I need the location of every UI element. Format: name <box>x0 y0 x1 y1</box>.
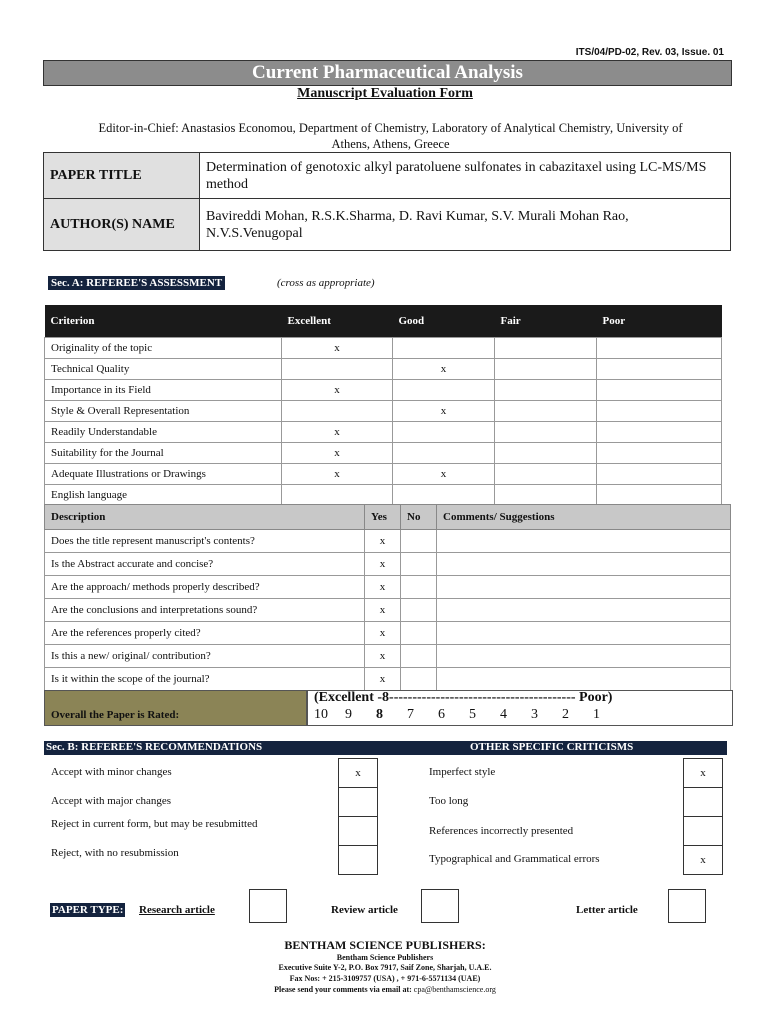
rating-cell-fair[interactable] <box>495 380 597 401</box>
paper-info-table <box>43 152 731 251</box>
header-criterion: Criterion <box>45 305 282 338</box>
paper-title-row <box>44 153 731 199</box>
rating-cell-poor[interactable] <box>597 443 722 464</box>
letter-article-option[interactable]: Letter article <box>576 904 638 916</box>
yes-cell[interactable]: x <box>365 576 401 599</box>
description-header-row <box>45 505 731 530</box>
letter-article-checkbox[interactable] <box>668 889 706 923</box>
assessment-row <box>45 443 722 464</box>
rating-scale: (Excellent -8---------------------------------------- Poor) <box>314 690 613 705</box>
question-cell: Are the approach/ methods properly described? <box>45 576 365 599</box>
criterion-cell: Suitability for the Journal <box>45 443 282 464</box>
rating-number[interactable]: 2 <box>562 707 569 722</box>
yes-cell[interactable]: x <box>365 553 401 576</box>
header-comments: Comments/ Suggestions <box>437 505 731 530</box>
rating-cell-poor[interactable] <box>597 359 722 380</box>
rating-cell-good[interactable]: x <box>393 401 495 422</box>
assessment-row <box>45 485 722 506</box>
rating-number[interactable]: 6 <box>438 707 445 722</box>
assessment-row <box>45 422 722 443</box>
rating-cell-good[interactable] <box>393 485 495 506</box>
criticism-label: Too long <box>429 795 469 807</box>
rating-numbers <box>314 707 624 723</box>
criterion-cell: Style & Overall Representation <box>45 401 282 422</box>
yes-cell[interactable]: x <box>365 668 401 691</box>
overall-rating-label <box>44 690 308 726</box>
criticism-label: References incorrectly presented <box>429 825 574 837</box>
no-cell[interactable] <box>401 645 437 668</box>
rating-cell-good[interactable] <box>393 443 495 464</box>
header-good: Good <box>393 305 495 338</box>
paper-type-label: PAPER TYPE: <box>52 904 124 916</box>
rating-cell-poor[interactable] <box>597 422 722 443</box>
no-cell[interactable] <box>401 668 437 691</box>
author-row <box>44 199 731 251</box>
yes-cell[interactable]: x <box>365 645 401 668</box>
question-cell: Is the Abstract accurate and concise? <box>45 553 365 576</box>
rating-number[interactable]: 4 <box>500 707 507 722</box>
paper-title-label: PAPER TITLE <box>44 153 200 199</box>
editor-in-chief <box>58 120 723 152</box>
journal-title-banner: Current Pharmaceutical Analysis <box>43 60 732 86</box>
assessment-row <box>45 338 722 359</box>
criterion-cell: Originality of the topic <box>45 338 282 359</box>
recommendation-checkbox[interactable] <box>338 816 378 846</box>
assessment-row <box>45 464 722 485</box>
question-cell: Is it within the scope of the journal? <box>45 668 365 691</box>
editor-line-2: Athens, Athens, Greece <box>331 137 450 151</box>
footer-line-4 <box>0 985 770 994</box>
recommendation-label: Accept with major changes <box>51 795 172 807</box>
no-cell[interactable] <box>401 553 437 576</box>
rating-cell-excellent[interactable]: x <box>282 338 393 359</box>
criticism-label: Imperfect style <box>429 766 496 778</box>
question-cell: Are the conclusions and interpretations sound? <box>45 599 365 622</box>
header-excellent: Excellent <box>282 305 393 338</box>
description-row <box>45 668 731 691</box>
comment-cell[interactable] <box>437 576 731 599</box>
rating-cell-good[interactable]: x <box>393 464 495 485</box>
footer-email-link[interactable]: cpa@benthamscience.org <box>413 985 496 994</box>
rating-cell-good[interactable] <box>393 338 495 359</box>
author-label: AUTHOR(S) NAME <box>44 199 200 251</box>
question-cell: Is this a new/ original/ contribution? <box>45 645 365 668</box>
rating-cell-excellent[interactable]: x <box>282 380 393 401</box>
no-cell[interactable] <box>401 576 437 599</box>
rating-cell-poor[interactable] <box>597 380 722 401</box>
description-row <box>45 530 731 553</box>
rating-cell-excellent[interactable] <box>282 359 393 380</box>
rating-cell-fair[interactable] <box>495 422 597 443</box>
section-b-header <box>44 741 727 755</box>
recommendation-label: Reject, with no resubmission <box>51 847 179 859</box>
header-no: No <box>401 505 437 530</box>
rating-cell-fair[interactable] <box>495 485 597 506</box>
rating-cell-excellent[interactable] <box>282 485 393 506</box>
header-poor: Poor <box>597 305 722 338</box>
no-cell[interactable] <box>401 599 437 622</box>
description-table <box>44 504 731 691</box>
rating-number[interactable]: 8 <box>376 707 383 722</box>
header-fair: Fair <box>495 305 597 338</box>
assessment-row <box>45 401 722 422</box>
comment-cell[interactable] <box>437 553 731 576</box>
criticism-checkbox[interactable] <box>683 816 723 846</box>
rating-cell-good[interactable]: x <box>393 359 495 380</box>
criticism-checkbox[interactable] <box>683 787 723 817</box>
rating-cell-poor[interactable] <box>597 401 722 422</box>
header-yes: Yes <box>365 505 401 530</box>
header-description: Description <box>45 505 365 530</box>
research-article-option[interactable]: Research article <box>139 904 215 916</box>
description-row <box>45 599 731 622</box>
yes-cell[interactable]: x <box>365 530 401 553</box>
rating-cell-excellent[interactable]: x <box>282 464 393 485</box>
research-article-checkbox[interactable] <box>249 889 287 923</box>
form-title-text: Manuscript Evaluation Form <box>297 86 473 101</box>
rating-cell-fair[interactable] <box>495 401 597 422</box>
assessment-row <box>45 359 722 380</box>
recommendation-label: Accept with minor changes <box>51 766 172 778</box>
footer-line-2: Executive Suite Y-2, P.O. Box 7917, Saif Zone, Sharjah, U.A.E. <box>278 963 492 972</box>
comment-cell[interactable] <box>437 599 731 622</box>
rating-cell-good[interactable] <box>393 380 495 401</box>
document-code: ITS/04/PD-02, Rev. 03, Issue. 01 <box>575 47 724 58</box>
criterion-cell: Readily Understandable <box>45 422 282 443</box>
rating-number[interactable]: 1 <box>593 707 600 722</box>
section-b-title: Sec. B: REFEREE'S RECOMMENDATIONS <box>46 741 263 753</box>
rating-cell-excellent[interactable]: x <box>282 443 393 464</box>
assessment-table <box>44 305 722 506</box>
yes-cell[interactable]: x <box>365 599 401 622</box>
criticism-label: Typographical and Grammatical errors <box>429 853 600 865</box>
rating-number[interactable]: 9 <box>345 707 352 722</box>
description-row <box>45 576 731 599</box>
rating-cell-fair[interactable] <box>495 338 597 359</box>
criticism-checkbox[interactable]: x <box>683 845 723 875</box>
recommendation-label: Reject in current form, but may be resubmitted <box>51 818 258 830</box>
rating-cell-good[interactable] <box>393 422 495 443</box>
criterion-cell: Adequate Illustrations or Drawings <box>45 464 282 485</box>
no-cell[interactable] <box>401 622 437 645</box>
rating-number[interactable]: 10 <box>314 707 328 722</box>
footer-email-prefix: Please send your comments via email at: <box>274 985 412 994</box>
footer-line-1: Bentham Science Publishers <box>336 953 434 962</box>
criterion-cell: Importance in its Field <box>45 380 282 401</box>
assessment-row <box>45 380 722 401</box>
yes-cell[interactable]: x <box>365 622 401 645</box>
recommendation-checkbox[interactable] <box>338 845 378 875</box>
publisher-name: BENTHAM SCIENCE PUBLISHERS: <box>284 938 486 952</box>
form-title <box>0 86 770 102</box>
comment-cell[interactable] <box>437 622 731 645</box>
rating-cell-fair[interactable] <box>495 443 597 464</box>
review-article-option[interactable]: Review article <box>331 904 398 916</box>
rating-number[interactable]: 3 <box>531 707 538 722</box>
criterion-cell: English language <box>45 485 282 506</box>
editor-line-1: Editor-in-Chief: Anastasios Economou, Department of Chemistry, Laboratory of Analytical Chemistry, University of <box>98 121 683 135</box>
rating-cell-poor[interactable] <box>597 338 722 359</box>
author-value[interactable]: Bavireddi Mohan, R.S.K.Sharma, D. Ravi Kumar, S.V. Murali Mohan Rao, N.V.S.Venugopal <box>200 199 731 251</box>
rating-cell-excellent[interactable]: x <box>282 422 393 443</box>
recommendation-checkbox[interactable] <box>338 787 378 817</box>
criticism-checkbox[interactable]: x <box>683 758 723 788</box>
rating-cell-fair[interactable] <box>495 464 597 485</box>
review-article-checkbox[interactable] <box>421 889 459 923</box>
rating-cell-poor[interactable] <box>597 464 722 485</box>
recommendation-checkbox[interactable]: x <box>338 758 378 788</box>
section-a-title: Sec. A: REFEREE'S ASSESSMENT <box>48 276 225 290</box>
rating-number[interactable]: 5 <box>469 707 476 722</box>
comment-cell[interactable] <box>437 645 731 668</box>
description-row <box>45 553 731 576</box>
no-cell[interactable] <box>401 530 437 553</box>
description-row <box>45 645 731 668</box>
question-cell: Are the references properly cited? <box>45 622 365 645</box>
overall-rating-text: Overall the Paper is Rated: <box>51 709 180 721</box>
rating-number[interactable]: 7 <box>407 707 414 722</box>
rating-cell-poor[interactable] <box>597 485 722 506</box>
comment-cell[interactable] <box>437 668 731 691</box>
section-a-note: (cross as appropriate) <box>277 277 375 289</box>
footer-line-3: Fax Nos: + 215-3109757 (USA) , + 971-6-5571134 (UAE) <box>289 974 481 983</box>
description-row <box>45 622 731 645</box>
other-criticisms-title: OTHER SPECIFIC CRITICISMS <box>470 741 634 753</box>
rating-cell-excellent[interactable] <box>282 401 393 422</box>
paper-title-value[interactable]: Determination of genotoxic alkyl paratoluene sulfonates in cabazitaxel using LC-MS/MS method <box>200 153 731 199</box>
assessment-header-row <box>45 305 722 338</box>
question-cell: Does the title represent manuscript's contents? <box>45 530 365 553</box>
comment-cell[interactable] <box>437 530 731 553</box>
rating-cell-fair[interactable] <box>495 359 597 380</box>
criterion-cell: Technical Quality <box>45 359 282 380</box>
